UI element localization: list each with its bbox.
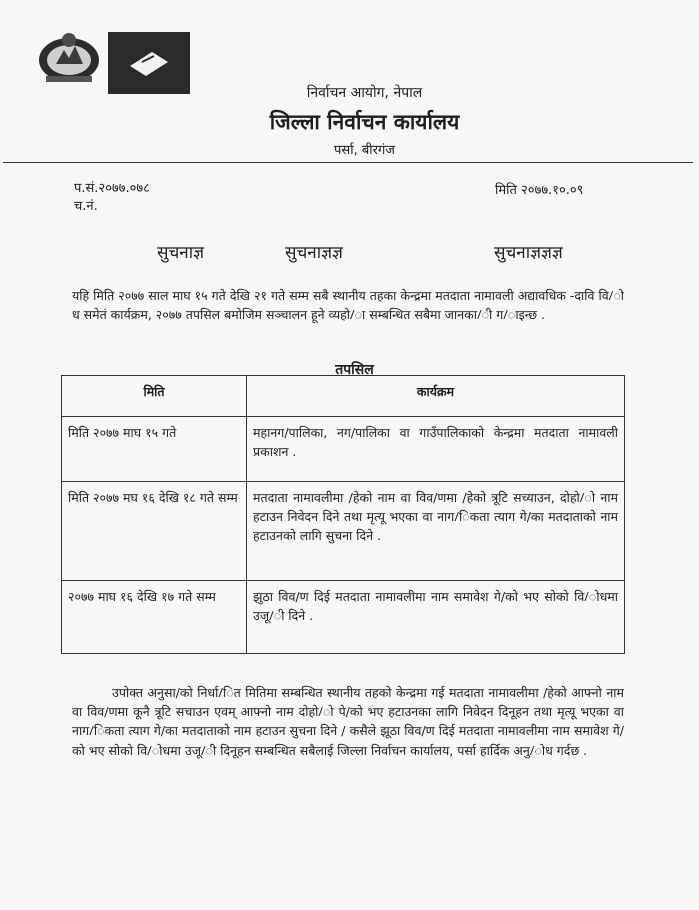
schedule-date-cell: २०७७ माघ १६ देखि १७ गते सम्म — [62, 581, 247, 654]
date-column-header: मिति — [62, 376, 247, 417]
notice-heading-2: सुचनाज्ञज्ञ — [285, 243, 343, 263]
nepal-emblem-icon — [36, 30, 102, 86]
schedule-program-cell: झुठा विव/ण दिई मतदाता नामावलीमा नाम समावेश गे/को भए सोको वि/ोधमा उजू/ी दिने . — [247, 581, 625, 654]
schedule-title: तपसिल — [335, 362, 374, 378]
notice-heading-1: सुचनाज्ञ — [157, 243, 205, 263]
table-header-row — [62, 376, 625, 417]
table-row — [62, 417, 625, 482]
letter-reference-number: प.सं.२०७७.०७८ — [74, 181, 150, 196]
table-row — [62, 482, 625, 581]
schedule-program-cell: महानग/पालिका, नग/पालिका वा गाउँपालिकाको केन्द्रमा मतदाता नामावली प्रकाशन . — [247, 417, 625, 482]
schedule-date-cell: मिति २०७७ मघ १६ देखि १८ गते सम्म — [62, 482, 247, 581]
schedule-table — [61, 375, 625, 654]
header-office-title: जिल्ला निर्वाचन कार्यालय — [269, 110, 460, 134]
schedule-program-cell: मतदाता नामावलीमा /हेको नाम वा विव/णमा /हेको त्रूटि सच्याउन, दोहो/ो नाम हटाउन निवेदन दिने तथा मृत्यू भएका वा नाग/िकता त्याग गे/का मतदाताको नाम हटाउनको लागि सुचना दिने . — [247, 482, 625, 581]
intro-paragraph: यहि मिति २०७७ साल माघ १५ गते देखि २१ गते सम्म सबै स्थानीय तहका केन्द्रमा मतदाता नामावली अद्यावधिक -दावि वि/ोध समेतं कार्यक्रम, २०७७ तपसिल बमोजिम सञ्चालन हूने व्यहो/ा सम्बन्धित सबैमा जानका/ी ग/ाइन्छ . — [72, 288, 624, 322]
letter-date: मिति २०७७.१०.०९ — [495, 183, 584, 198]
schedule-date-cell: मिति २०७७ माघ १५ गते — [62, 417, 247, 482]
closing-text: उपोक्त अनुसा/को निर्धा/ित मितिमा सम्बन्धित स्थानीय तहको केन्द्रमा गई मतदाता नामावलीमा /हेको आफ्नो नाम वा विव/णमा कूनै त्रूटि सचाउन एवम् आफ्नो नाम दोहो/ो पे/को भए हटाउनका लागि निवेदन दिनूहन तथा मृत्यू भएका वा नाग/िकता त्याग गे/का मतदाताको नाम हटाउन सुचना दिने / कसैले झूठा विव/ण दिई मतदाता नामावलीमा नाम समावेश गे/को भए सोको वि/ोधमा उजू/ी दिनूहन सम्बन्धित सबैलाई जिल्ला निर्वाचन कार्यालय, पर्सा हार्दिक अनु/ोध गर्दछ . — [72, 685, 624, 758]
header-organization: निर्वाचन आयोग, नेपाल — [306, 85, 423, 101]
dispatch-number: च.नं. — [74, 199, 98, 214]
notice-heading-3: सुचनाज्ञज्ञज्ञ — [494, 243, 563, 263]
program-column-header: कार्यक्रम — [247, 376, 625, 417]
table-row — [62, 581, 625, 654]
header-divider — [3, 162, 693, 163]
header-location: पर्सा, बीरगंज — [334, 143, 395, 158]
closing-paragraph — [72, 683, 624, 760]
